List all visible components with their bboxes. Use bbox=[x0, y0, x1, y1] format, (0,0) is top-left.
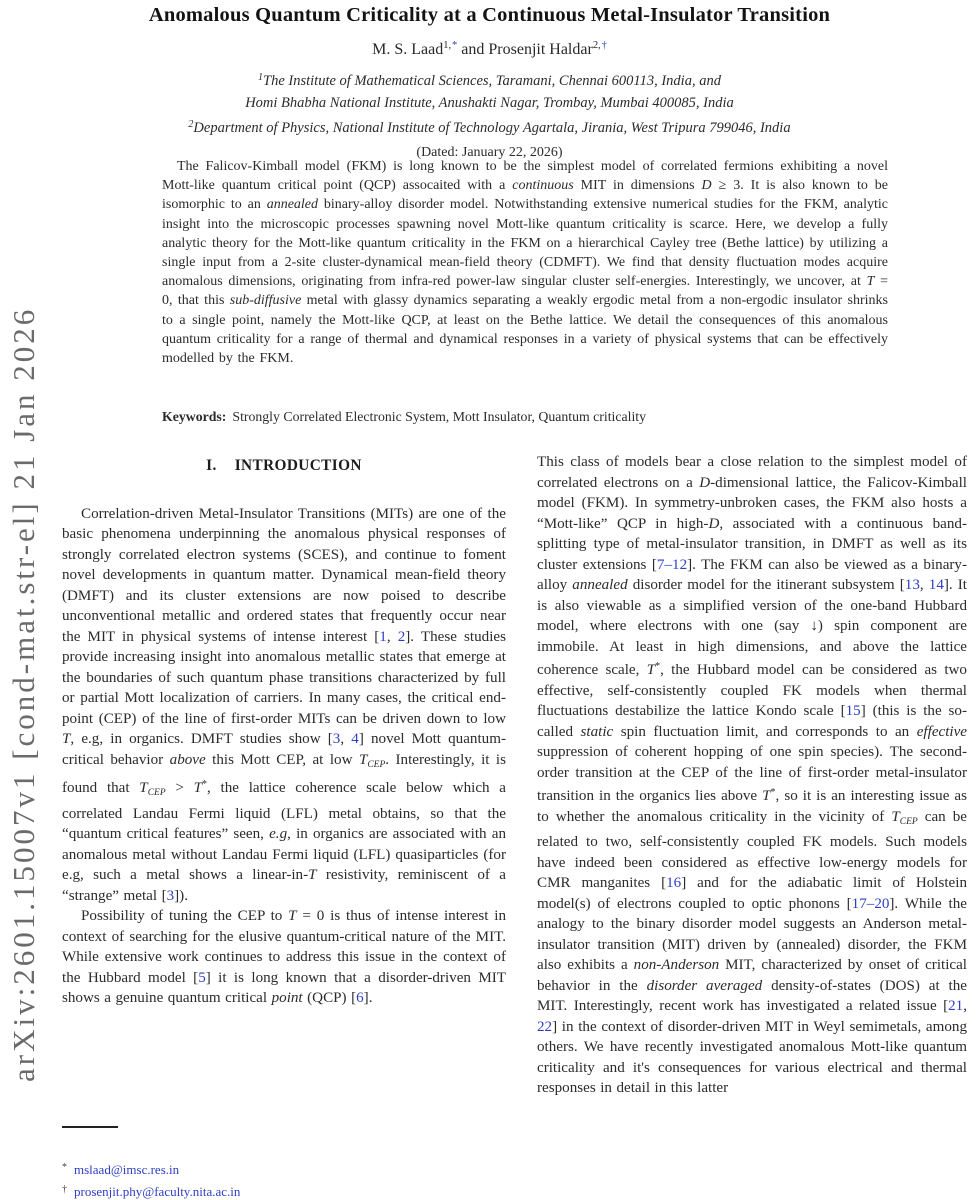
intro-paragraph-1: Correlation-driven Metal-Insulator Transitions (MITs) are one of the basic phenomena underpinning the anomalous physical responses of strongly correlated electron systems (SCES), and continue to foment novel developments in quantum matter. Dynamical mean-field theory (DMFT) and its cluster extensions are now poised to describe unconventional metallic and ordered states that frequently occur near the MIT in physical systems of intense interest [1, 2]. These studies provide increasing insight into anomalous metallic states that emerge at the boundaries of such quantum phase transitions characterized by full or partial Mott localization of carriers. In many cases, the critical end-point (CEP) of the line of first-order MITs can be driven down to low T, e.g, in organics. DMFT studies show [3, 4] novel Mott quantum-critical behavior above this Mott CEP, at low $T_{CEP}$. Interestingly, it is found that $T_{CEP} > T^*$, the lattice coherence scale below which a correlated Landau Fermi liquid (LFL) metal obtains, so that the “quantum critical features” seen, e.g, in organics are associated with an anomalous metal without Landau Fermi liquid (LFL) quasiparticles (for e.g, such a metal shows a linear-in-T resistivity, reminiscent of a “strange” metal [3]). bbox=[62, 505, 506, 904]
footnote-author-1 bbox=[62, 1158, 506, 1180]
citation-link[interactable]: 13 bbox=[904, 577, 920, 593]
citation-link[interactable]: 6 bbox=[356, 990, 364, 1006]
author-email-link-1[interactable]: mslaad@imsc.res.in bbox=[74, 1162, 180, 1177]
citation-link[interactable]: 17–20 bbox=[851, 895, 890, 912]
citation-link[interactable]: 22 bbox=[537, 1018, 553, 1035]
footnote-author-2 bbox=[62, 1180, 506, 1200]
paper-header bbox=[0, 0, 979, 161]
citation-link[interactable]: 1 bbox=[379, 628, 387, 645]
right-column-paragraph: This class of models bear a close relation to the simplest model of correlated electrons on a D-dimensional lattice, the Falicov-Kimball model (FKM). In symmetry-unbroken cases, the FKM also hosts a “Mott-like” QCP in high-D, associated with a continuous band-splitting type of metal-insulator transition, in DMFT as well as its cluster extensions [7–12]. The FKM can also be viewed as a binary-alloy annealed disorder model for the itinerant subsystem [13, 14]. It is also viewable as a simplified version of the one-band Hubbard model, where electrons with one (say ↓) spin component are immobile. At least in high dimensions, and above the lattice coherence scale, T*, the Hubbard model can be considered as two effective, self-consistently coupled FK models when thermal fluctuations destabilize the lattice Kondo scale [15] (this is the so-called static spin fluctuation limit, and corresponds to an effective suppression of coherent hopping of one spin species). The second-order transition at the CEP of the line of first-order metal-insulator transition in the organics lies above T*, so it is an interesting issue as to whether the anomalous criticality in the vicinity of $T_{CEP}$ can be related to two, self-consistently coupled FK models. Such models have indeed been considered as effective low-energy models for CMR manganites [16] and for the adiabatic limit of Holstein model(s) of electrons coupled to optic phonons [17–20]. While the analogy to the binary disorder model suggests an Anderson metal-insulator transition (MIT) driven by (annealed) disorder, the FKM also exhibits a non-Anderson MIT, characterized by onset of critical behavior in the disorder averaged density-of-states (DOS) at the MIT. Interestingly, recent work has investigated a related issue [21, 22] in the context of disorder-driven MIT in Weyl semimetals, among others. We have recently investigated anomalous Mott-like quantum criticality and it's consequences for various electrical and thermal responses in detail in this latter bbox=[537, 454, 967, 1096]
citation-link[interactable]: 14 bbox=[928, 577, 944, 593]
footnote-rule bbox=[62, 1126, 118, 1128]
section-title: INTRODUCTION bbox=[234, 457, 362, 474]
affiliation-block bbox=[0, 67, 979, 140]
section-heading-introduction bbox=[62, 456, 506, 477]
citation-link[interactable]: 7–12 bbox=[656, 556, 688, 573]
footnote-dagger-marker: † bbox=[62, 1183, 67, 1195]
citation-link[interactable]: 2 bbox=[397, 628, 406, 645]
paper-title: Anomalous Quantum Criticality at a Continuous Metal-Insulator Transition bbox=[148, 4, 831, 26]
affiliation-line: $^2$Department of Physics, National Institute of Technology Agartala, Jirania, West Tripura 799046, India bbox=[188, 119, 791, 136]
author-line: M. S. Laad$^{1, *}$ and Prosenjit Haldar$^{2, \dagger}$ bbox=[372, 40, 607, 58]
abstract-text: The Falicov-Kimball model (FKM) is long known to be the simplest model of correlated fermions exhibiting a novel Mott-like quantum critical point (QCP) assocaited with a continuous MIT in dimensions D ≥ 3. It is also known to be isomorphic to an annealed binary-alloy disorder model. Notwithstanding extensive numerical studies for the FKM, analytic insight into the microscopic processes spawning novel Mott-like quantum criticality is scarce. Here, we develop a fully analytic theory for the Mott-like quantum criticality in the FKM on a hierarchical Cayley tree (Bethe lattice) by utilizing a single input from a 2-site cluster-dynamical mean-field theory (CDMFT). We find that density fluctuation modes acquire anomalous dimensions, originating from infra-red power-law singular cluster self-energies. Interestingly, we uncover, at T = 0, that this sub-diffusive metal with glassy dynamics separating a weakly ergodic metal from a non-ergodic insulator shrinks to a single point, namely the Mott-like QCP, at least on the Bethe lattice. We detail the consequences of this anomalous quantum criticality for a range of thermal and dynamical responses in a variety of physical systems that can be effectively modelled by the FKM. bbox=[162, 159, 889, 367]
footnote-star-marker: * bbox=[62, 1162, 67, 1173]
arxiv-watermark: arXiv:2601.15007v1 [cond-mat.str-el] 21 Jan 2026 bbox=[6, 306, 41, 1082]
affiliation-line: Homi Bhabha National Institute, Anushakti Nagar, Trombay, Mumbai 400085, India bbox=[245, 94, 734, 111]
footnote-star-link[interactable]: * bbox=[452, 40, 458, 51]
citation-link[interactable]: 4 bbox=[351, 731, 359, 747]
intro-paragraph-2: Possibility of tuning the CEP to T = 0 is thus of intense interest in context of searching for the elusive quantum-critical nature of the MIT. While extensive work continues to address this issue in the context of the Hubbard model [5] it is long known that a disorder-driven MIT shows a genuine quantum critical point (QCP) [6]. bbox=[62, 908, 507, 1006]
keywords-line bbox=[162, 409, 888, 425]
citation-link[interactable]: 16 bbox=[666, 875, 682, 891]
citation-link[interactable]: 3 bbox=[166, 887, 175, 904]
right-column bbox=[537, 452, 967, 1200]
citation-link[interactable]: 3 bbox=[332, 731, 341, 747]
date-line: (Dated: January 22, 2026) bbox=[416, 144, 563, 160]
left-column bbox=[62, 456, 506, 1009]
footnote-area bbox=[62, 1126, 506, 1200]
author-email-link-2[interactable]: prosenjit.phy@faculty.nita.ac.in bbox=[74, 1183, 241, 1199]
keywords-label: Keywords: bbox=[162, 409, 227, 424]
citation-link[interactable]: 5 bbox=[198, 969, 206, 986]
footnote-dagger-link[interactable]: † bbox=[601, 40, 607, 51]
citation-link[interactable]: 21 bbox=[948, 998, 964, 1014]
citation-link[interactable]: 15 bbox=[845, 703, 861, 719]
keywords-text: Strongly Correlated Electronic System, Mott Insulator, Quantum criticality bbox=[232, 409, 647, 424]
section-number: I. bbox=[206, 457, 217, 474]
affiliation-line: $^1$The Institute of Mathematical Sciences, Taramani, Chennai 600113, India, and bbox=[258, 72, 721, 89]
